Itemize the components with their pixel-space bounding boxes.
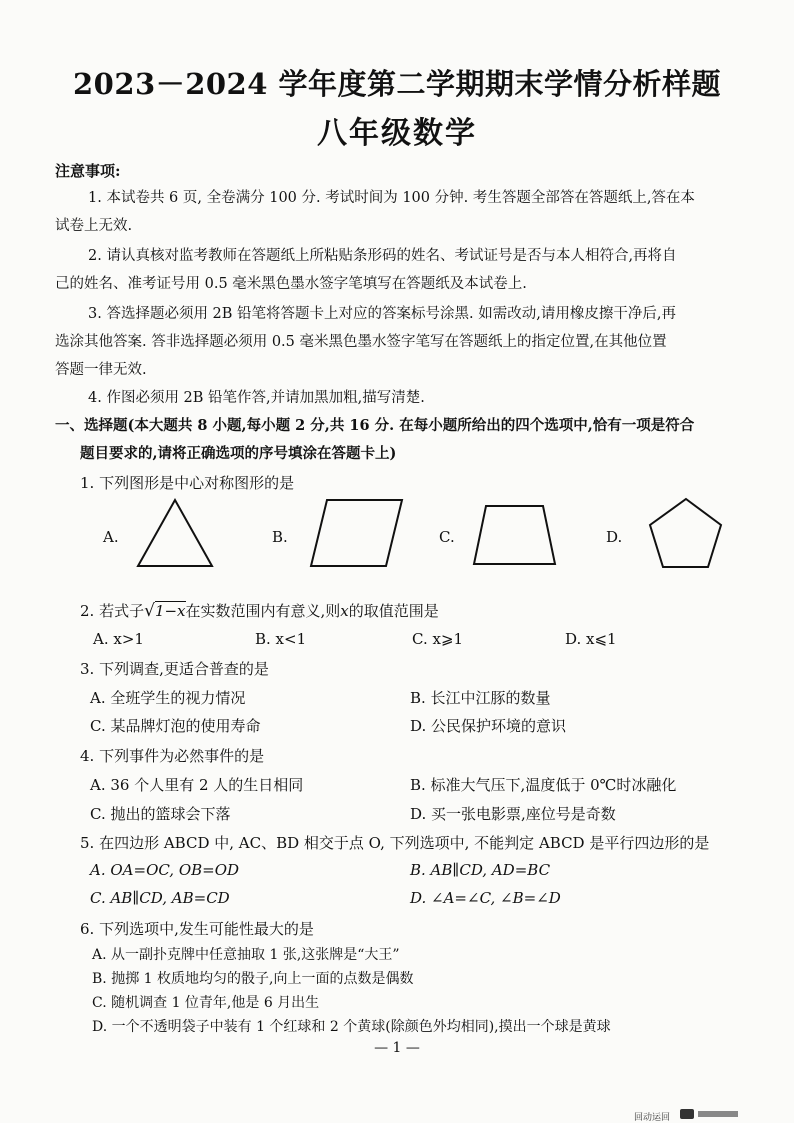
note-2-line-1: 2. 请认真核对监考教师在答题纸上所粘贴条形码的姓名、考试证号是否与本人相符合,再将自 xyxy=(88,248,677,264)
corner-text: 回动运回 xyxy=(634,1113,671,1123)
q1-label-d: D. xyxy=(606,528,623,546)
q1-label-c: C. xyxy=(439,528,455,546)
q1-label-a: A. xyxy=(103,528,119,546)
note-1-line-2: 试卷上无效. xyxy=(55,218,133,234)
pentagon-figure xyxy=(650,499,721,567)
question-4-stem: 4. 下列事件为必然事件的是 xyxy=(80,747,265,765)
q3-option-d: D. 公民保护环境的意识 xyxy=(410,717,567,735)
question-5-stem: 5. 在四边形 ABCD 中, AC、BD 相交于点 O, 下列选项中, 不能判定 ABCD 是平行四边形的是 xyxy=(80,834,710,852)
q3-option-a: A. 全班学生的视力情况 xyxy=(90,689,246,707)
page-number: — 1 — xyxy=(374,1040,420,1056)
q6-option-c: C. 随机调查 1 位青年,他是 6 月出生 xyxy=(92,995,320,1011)
question-3-stem: 3. 下列调查,更适合普查的是 xyxy=(80,660,269,678)
q2-option-b: B. x<1 xyxy=(255,630,307,648)
q2-option-a: A. x>1 xyxy=(93,630,144,648)
note-3-line-3: 答题一律无效. xyxy=(55,362,147,378)
question-2-stem xyxy=(80,600,439,621)
trapezoid-figure xyxy=(474,506,555,564)
note-4: 4. 作图必须用 2B 铅笔作答,并请加黑加粗,描写清楚. xyxy=(88,390,425,406)
q4-option-a: A. 36 个人里有 2 人的生日相同 xyxy=(90,776,304,794)
triangle-figure xyxy=(138,500,212,566)
exam-title: 2023－2024 学年度第二学期期末学情分析样题 xyxy=(72,67,722,101)
q2-option-d: D. x⩽1 xyxy=(565,630,617,648)
q3-option-c: C. 某品牌灯泡的使用寿命 xyxy=(90,717,261,735)
question-1-stem: 1. 下列图形是中心对称图形的是 xyxy=(80,474,295,492)
q6-option-b: B. 抛掷 1 枚质地均匀的骰子,向上一面的点数是偶数 xyxy=(92,971,414,987)
sqrt-symbol: √ xyxy=(144,601,155,621)
q5-option-c: C. AB∥CD, AB=CD xyxy=(90,889,230,907)
parallelogram-figure xyxy=(311,500,402,566)
q2-option-c: C. x⩾1 xyxy=(412,630,464,648)
q2-stem-end: 的取值范围是 xyxy=(348,602,439,620)
q6-option-d: D. 一个不透明袋子中装有 1 个红球和 2 个黄球(除颜色外均相同),摸出一个球是黄球 xyxy=(92,1019,611,1035)
note-1-line-1: 1. 本试卷共 6 页, 全卷满分 100 分. 考试时间为 100 分钟. 考生答题全部答在答题纸上,答在本 xyxy=(88,190,695,206)
question-6-stem: 6. 下列选项中,发生可能性最大的是 xyxy=(80,920,314,938)
note-3-line-2: 选涂其他答案. 答非选择题必须用 0.5 毫米黑色墨水签字笔写在答题纸上的指定位置,在其他位置 xyxy=(55,334,667,350)
q2-var: x xyxy=(340,602,349,620)
notes-heading: 注意事项: xyxy=(55,162,121,180)
q6-option-a: A. 从一副扑克牌中任意抽取 1 张,这张牌是“大王” xyxy=(92,947,400,963)
exam-subtitle: 八年级数学 xyxy=(317,116,477,151)
q1-label-b: B. xyxy=(272,528,288,546)
section-heading-line-1: 一、选择题(本大题共 8 小题,每小题 2 分,共 16 分. 在每小题所给出的四个选项中,恰有一项是符合 xyxy=(55,417,695,434)
q2-stem-pre: 2. 若式子 xyxy=(80,602,145,620)
q2-stem-post: 在实数范围内有意义,则 xyxy=(185,602,341,620)
section-heading-line-2: 题目要求的,请将正确选项的序号填涂在答题卡上) xyxy=(80,445,397,462)
q4-option-d: D. 买一张电影票,座位号是奇数 xyxy=(410,805,616,823)
q5-option-b: B. AB∥CD, AD=BC xyxy=(410,861,551,879)
note-3-line-1: 3. 答选择题必须用 2B 铅笔将答题卡上对应的答案标号涂黑. 如需改动,请用橡皮擦干净后,再 xyxy=(88,306,676,322)
q5-option-a: A. OA=OC, OB=OD xyxy=(90,861,240,879)
q2-radicand: 1−x xyxy=(154,602,186,620)
note-2-line-2: 己的姓名、准考证号用 0.5 毫米黑色墨水签字笔填写在答题纸及本试卷上. xyxy=(55,276,527,292)
q4-option-c: C. 抛出的篮球会下落 xyxy=(90,805,231,823)
q5-option-d: D. ∠A=∠C, ∠B=∠D xyxy=(410,889,561,907)
q4-option-b: B. 标准大气压下,温度低于 0℃时冰融化 xyxy=(410,776,677,794)
corner-logo-icon xyxy=(680,1106,740,1122)
q3-option-b: B. 长江中江豚的数量 xyxy=(410,689,551,707)
